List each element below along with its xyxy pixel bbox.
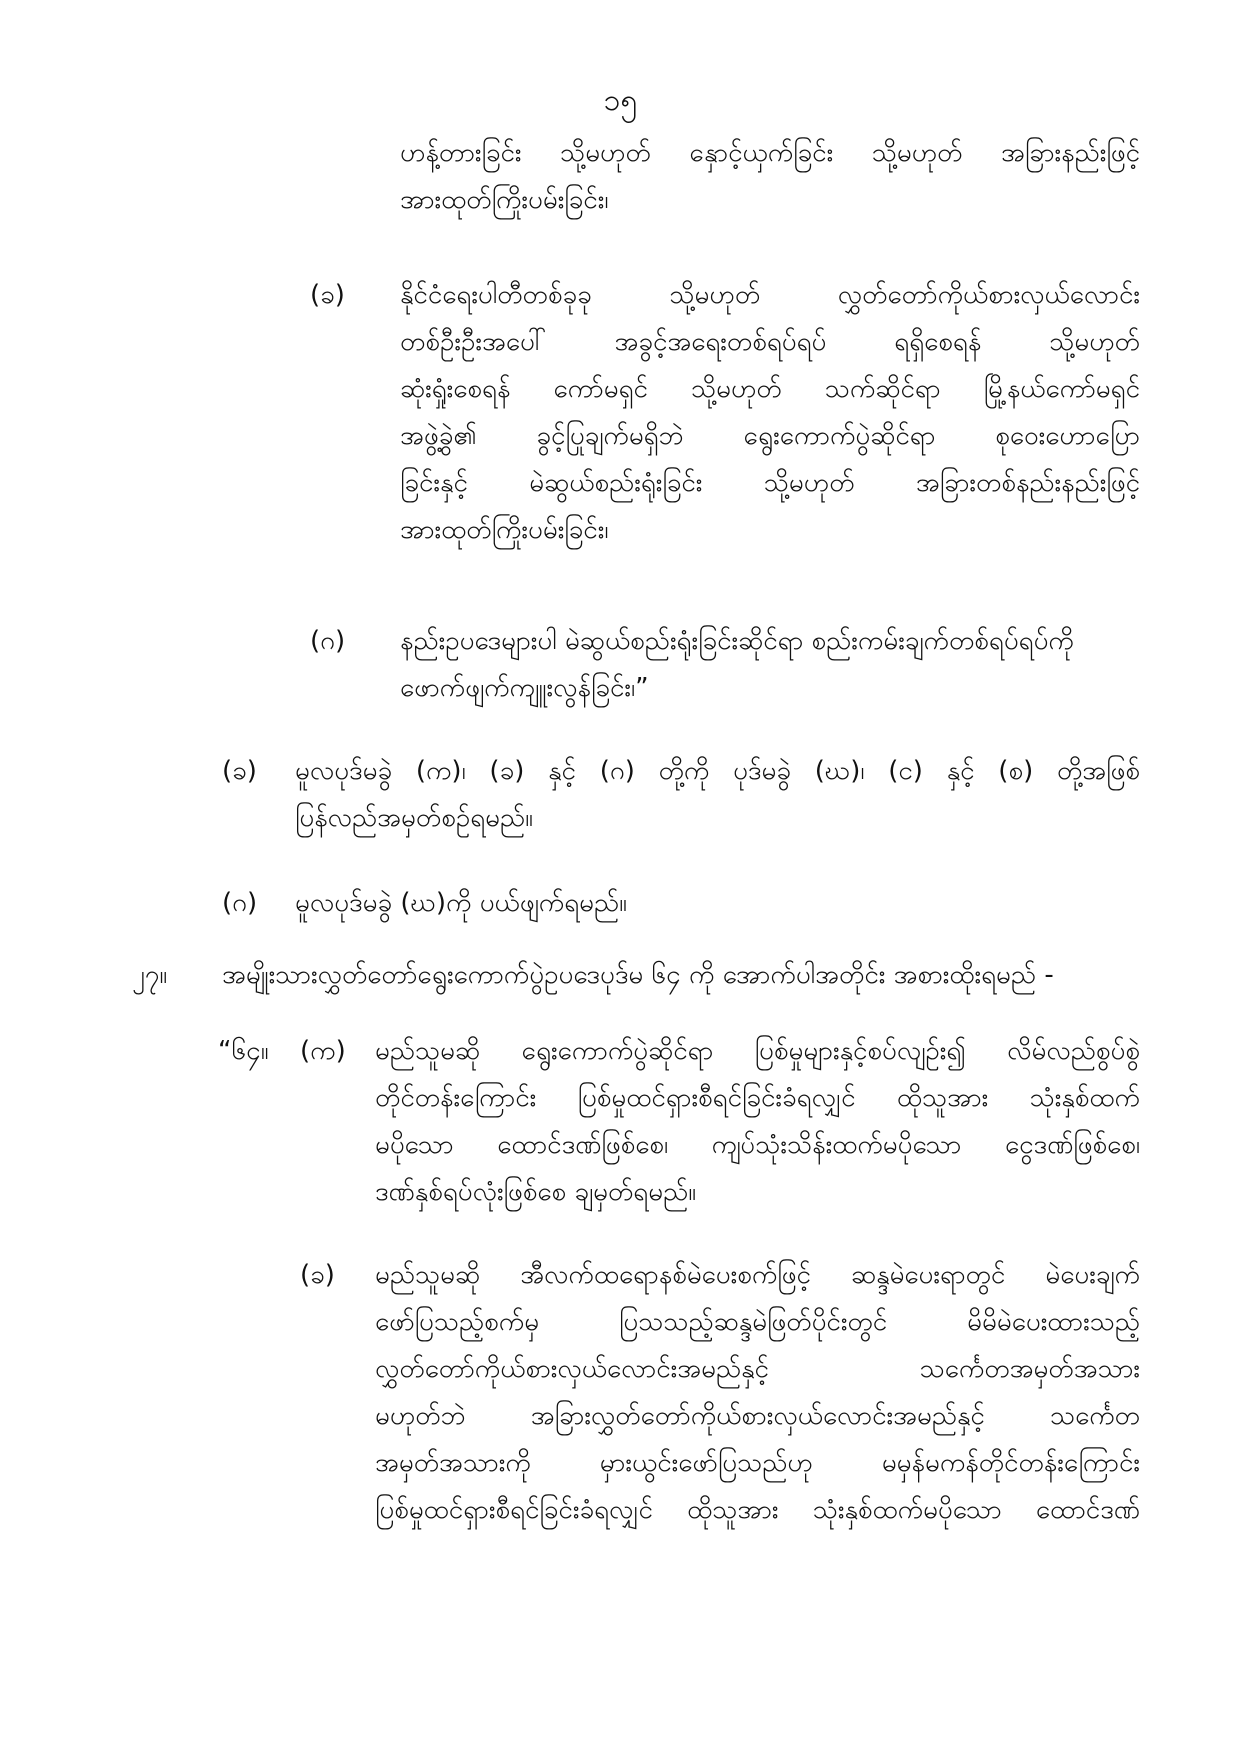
clause-marker: (ခ)	[310, 280, 345, 310]
section-64-kha	[375, 1252, 1140, 1534]
clause-line: နိုင်ငံရေးပါတီတစ်ခုခု သို့မဟုတ် လွှတ်တော်ကိုယ်စားလှယ်လောင်း	[400, 280, 1140, 310]
clause-line: ဆုံးရှုံးစေရန် ကော်မရှင် သို့မဟုတ် သက်ဆိုင်ရာ မြို့နယ်ကော်မရှင်	[400, 374, 1140, 404]
clause-line: မဟုတ်ဘဲ အခြားလွှတ်တော်ကိုယ်စားလှယ်လောင်းအမည်နှင့် သင်္ကေတ	[375, 1401, 1140, 1431]
section-marker: “၆၄။	[218, 1036, 269, 1066]
clause-marker: (ခ)	[300, 1260, 335, 1290]
clause-line: တစ်ဦးဦးအပေါ် အခွင့်အရေးတစ်ရပ်ရပ် ရရှိစေရန် သို့မဟုတ်	[400, 327, 1140, 357]
clause-line: မည်သူမဆို အီလက်ထရောနစ်မဲပေးစက်ဖြင့် ဆန္ဒမဲပေးရာတွင် မဲပေးချက်	[375, 1260, 1140, 1290]
clause-kha-outer	[295, 748, 1140, 842]
clause-marker: (ဂ)	[310, 626, 346, 656]
clause-marker: (က)	[300, 1036, 346, 1066]
clause-line: ပြန်လည်အမှတ်စဉ်ရမည်။	[295, 803, 534, 833]
paragraph-line: အားထုတ်ကြိုးပမ်းခြင်း၊	[400, 185, 609, 215]
clause-line: အားထုတ်ကြိုးပမ်းခြင်း၊	[400, 515, 609, 545]
clause-line: ခြင်းနှင့် မဲဆွယ်စည်းရုံးခြင်း သို့မဟုတ် အခြားတစ်နည်းနည်းဖြင့်	[400, 468, 1140, 498]
section-text: အမျိုးသားလွှတ်တော်ရွေးကောက်ပွဲဥပဒေပုဒ်မ ၆၄ ကို အောက်ပါအတိုင်း အစားထိုးရမည် -	[222, 960, 1054, 990]
clause-line: ဖော်ပြသည့်စက်မှ ပြသသည့်ဆန္ဒမဲဖြတ်ပိုင်းတွင် မိမိမဲပေးထားသည့်	[375, 1307, 1140, 1337]
clause-ga-inner	[400, 618, 1140, 712]
page-number: ၁၅	[603, 83, 638, 118]
clause-line: မူလပုဒ်မခွဲ (ဃ)ကို ပယ်ဖျက်ရမည်။	[295, 888, 627, 918]
clause-line: လွှတ်တော်ကိုယ်စားလှယ်လောင်းအမည်နှင့် သင်္ကေတအမှတ်အသား	[375, 1354, 1140, 1384]
clause-line: မပိုသော ထောင်ဒဏ်ဖြစ်စေ၊ ကျပ်သုံးသိန်းထက်မပိုသော ငွေဒဏ်ဖြစ်စေ၊	[375, 1130, 1140, 1160]
clause-line: အဖွဲ့ခွဲ၏ ခွင့်ပြုချက်မရှိဘဲ ရွေးကောက်ပွဲဆိုင်ရာ စုဝေးဟောပြော	[400, 421, 1140, 451]
section-64-ka	[375, 1028, 1140, 1216]
clause-line: ပြစ်မှုထင်ရှားစီရင်ခြင်းခံရလျှင် ထိုသူအား သုံးနှစ်ထက်မပိုသော ထောင်ဒဏ်	[375, 1495, 1140, 1525]
continued-paragraph	[400, 130, 1140, 224]
clause-kha-inner	[400, 272, 1140, 554]
section-27	[222, 952, 1140, 999]
clause-ga-outer	[295, 880, 1140, 927]
clause-line: အမှတ်အသားကို မှားယွင်းဖော်ပြသည်ဟု မမှန်မကန်တိုင်တန်းကြောင်း	[375, 1448, 1140, 1478]
clause-marker: (ခ)	[222, 756, 257, 786]
clause-line: ဒဏ်နှစ်ရပ်လုံးဖြစ်စေ ချမှတ်ရမည်။	[375, 1177, 697, 1207]
clause-line: မူလပုဒ်မခွဲ (က)၊ (ခ) နှင့် (ဂ) တို့ကို ပုဒ်မခွဲ (ဃ)၊ (င) နှင့် (စ) တို့အဖြစ်	[295, 756, 1140, 786]
clause-line: ဖောက်ဖျက်ကျူးလွန်ခြင်း၊”	[400, 673, 649, 703]
clause-line: တိုင်တန်းကြောင်း ပြစ်မှုထင်ရှားစီရင်ခြင်းခံရလျှင် ထိုသူအား သုံးနှစ်ထက်	[375, 1083, 1140, 1113]
clause-line: နည်းဥပဒေများပါ မဲဆွယ်စည်းရုံးခြင်းဆိုင်ရာ စည်းကမ်းချက်တစ်ရပ်ရပ်ကို	[400, 626, 1074, 656]
clause-marker: (ဂ)	[222, 888, 258, 918]
clause-line: မည်သူမဆို ရွေးကောက်ပွဲဆိုင်ရာ ပြစ်မှုများနှင့်စပ်လျဉ်း၍ လိမ်လည်စွပ်စွဲ	[375, 1036, 1140, 1066]
section-number: ၂၇။	[132, 960, 168, 990]
paragraph-line: ဟန့်တားခြင်း သို့မဟုတ် နှောင့်ယှက်ခြင်း သို့မဟုတ် အခြားနည်းဖြင့်	[400, 138, 1140, 168]
